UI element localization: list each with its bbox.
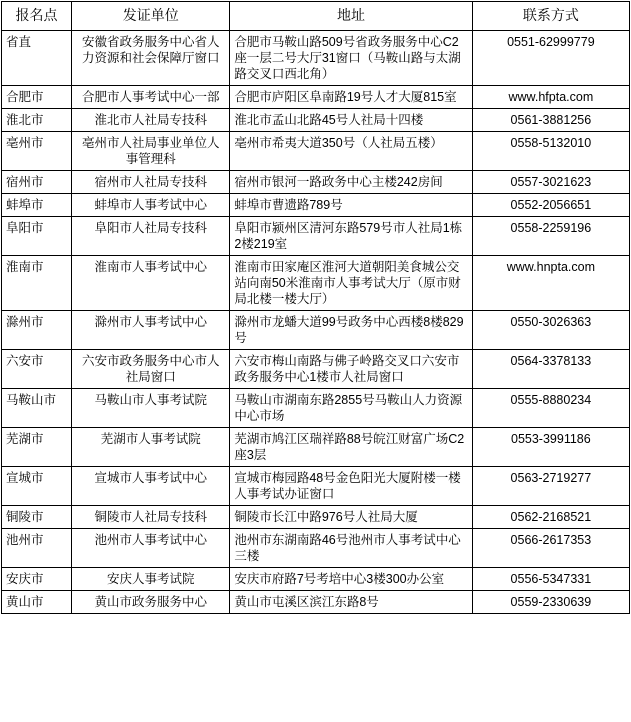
cell-organization: 黄山市政务服务中心: [72, 590, 230, 613]
table-row: [2, 85, 630, 108]
cell-contact[interactable]: www.hnpta.com: [472, 255, 629, 310]
table-row: [2, 170, 630, 193]
cell-contact: 0551-62999779: [472, 30, 629, 85]
cell-address: 池州市东湖南路46号池州市人事考试中心三楼: [230, 528, 472, 567]
table-row: [2, 255, 630, 310]
table-row: [2, 193, 630, 216]
cell-contact: 0558-2259196: [472, 216, 629, 255]
cell-address: 淮北市孟山北路45号人社局十四楼: [230, 108, 472, 131]
cell-address: 滁州市龙蟠大道99号政务中心西楼8楼829号: [230, 310, 472, 349]
cell-contact[interactable]: www.hfpta.com: [472, 85, 629, 108]
cell-contact: 0558-5132010: [472, 131, 629, 170]
cell-contact: 0550-3026363: [472, 310, 629, 349]
cell-organization: 亳州市人社局事业单位人事管理科: [72, 131, 230, 170]
column-header-address: 地址: [230, 2, 472, 31]
cell-organization: 宿州市人社局专技科: [72, 170, 230, 193]
table-row: [2, 216, 630, 255]
cell-address: 马鞍山市湖南东路2855号马鞍山人力资源中心市场: [230, 388, 472, 427]
cell-organization: 六安市政务服务中心市人社局窗口: [72, 349, 230, 388]
cell-contact: 0561-3881256: [472, 108, 629, 131]
table-row: [2, 349, 630, 388]
cell-contact: 0562-2168521: [472, 505, 629, 528]
table-row: [2, 310, 630, 349]
cell-address: 亳州市希夷大道350号（人社局五楼）: [230, 131, 472, 170]
cell-site: 蚌埠市: [2, 193, 72, 216]
cell-contact: 0564-3378133: [472, 349, 629, 388]
table-row: [2, 131, 630, 170]
cell-site: 铜陵市: [2, 505, 72, 528]
cell-organization: 铜陵市人社局专技科: [72, 505, 230, 528]
cell-organization: 安庆人事考试院: [72, 567, 230, 590]
table-row: [2, 427, 630, 466]
cell-contact: 0563-2719277: [472, 466, 629, 505]
cell-address: 芜湖市鸠江区瑞祥路88号皖江财富广场C2座3层: [230, 427, 472, 466]
table-row: [2, 388, 630, 427]
cell-site: 阜阳市: [2, 216, 72, 255]
cell-site: 安庆市: [2, 567, 72, 590]
table-header-row: [2, 2, 630, 31]
table-row: [2, 567, 630, 590]
cell-organization: 马鞍山市人事考试院: [72, 388, 230, 427]
cell-contact: 0553-3991186: [472, 427, 629, 466]
cell-site: 池州市: [2, 528, 72, 567]
cell-site: 淮南市: [2, 255, 72, 310]
cell-organization: 淮北市人社局专技科: [72, 108, 230, 131]
cell-organization: 阜阳市人社局专技科: [72, 216, 230, 255]
registration-sites-sheet: [0, 1, 631, 614]
cell-address: 宿州市银河一路政务中心主楼242房间: [230, 170, 472, 193]
cell-site: 黄山市: [2, 590, 72, 613]
cell-organization: 芜湖市人事考试院: [72, 427, 230, 466]
cell-site: 马鞍山市: [2, 388, 72, 427]
cell-site: 宣城市: [2, 466, 72, 505]
cell-contact: 0566-2617353: [472, 528, 629, 567]
cell-address: 淮南市田家庵区淮河大道朝阳美食城公交站向南50米淮南市人事考试大厅（原市财局北楼一楼大厅）: [230, 255, 472, 310]
cell-address: 铜陵市长江中路976号人社局大厦: [230, 505, 472, 528]
table-row: [2, 30, 630, 85]
cell-contact: 0559-2330639: [472, 590, 629, 613]
cell-contact: 0557-3021623: [472, 170, 629, 193]
cell-organization: 池州市人事考试中心: [72, 528, 230, 567]
cell-site: 滁州市: [2, 310, 72, 349]
table-row: [2, 505, 630, 528]
cell-address: 安庆市府路7号考培中心3楼300办公室: [230, 567, 472, 590]
cell-address: 六安市梅山南路与佛子岭路交叉口六安市政务服务中心1楼市人社局窗口: [230, 349, 472, 388]
table-row: [2, 466, 630, 505]
cell-site: 淮北市: [2, 108, 72, 131]
cell-site: 芜湖市: [2, 427, 72, 466]
column-header-site: 报名点: [2, 2, 72, 31]
table-row: [2, 590, 630, 613]
cell-organization: 安徽省政务服务中心省人力资源和社会保障厅窗口: [72, 30, 230, 85]
cell-address: 黄山市屯溪区滨江东路8号: [230, 590, 472, 613]
cell-address: 合肥市马鞍山路509号省政务服务中心C2座一层二号大厅31窗口（马鞍山路与太湖路交叉口西北角）: [230, 30, 472, 85]
cell-site: 合肥市: [2, 85, 72, 108]
cell-contact: 0556-5347331: [472, 567, 629, 590]
cell-address: 宣城市梅园路48号金色阳光大厦附楼一楼人事考试办证窗口: [230, 466, 472, 505]
cell-organization: 滁州市人事考试中心: [72, 310, 230, 349]
table-row: [2, 108, 630, 131]
cell-contact: 0552-2056651: [472, 193, 629, 216]
table-body: [2, 30, 630, 613]
cell-site: 亳州市: [2, 131, 72, 170]
cell-site: 宿州市: [2, 170, 72, 193]
column-header-organization: 发证单位: [72, 2, 230, 31]
cell-organization: 合肥市人事考试中心一部: [72, 85, 230, 108]
cell-organization: 淮南市人事考试中心: [72, 255, 230, 310]
cell-organization: 蚌埠市人事考试中心: [72, 193, 230, 216]
cell-contact: 0555-8880234: [472, 388, 629, 427]
table-row: [2, 528, 630, 567]
column-header-contact: 联系方式: [472, 2, 629, 31]
cell-address: 蚌埠市曹遗路789号: [230, 193, 472, 216]
registration-sites-table: [1, 1, 630, 614]
cell-address: 阜阳市颍州区清河东路579号市人社局1栋2楼219室: [230, 216, 472, 255]
cell-organization: 宣城市人事考试中心: [72, 466, 230, 505]
cell-address: 合肥市庐阳区阜南路19号人才大厦815室: [230, 85, 472, 108]
cell-site: 六安市: [2, 349, 72, 388]
cell-site: 省直: [2, 30, 72, 85]
